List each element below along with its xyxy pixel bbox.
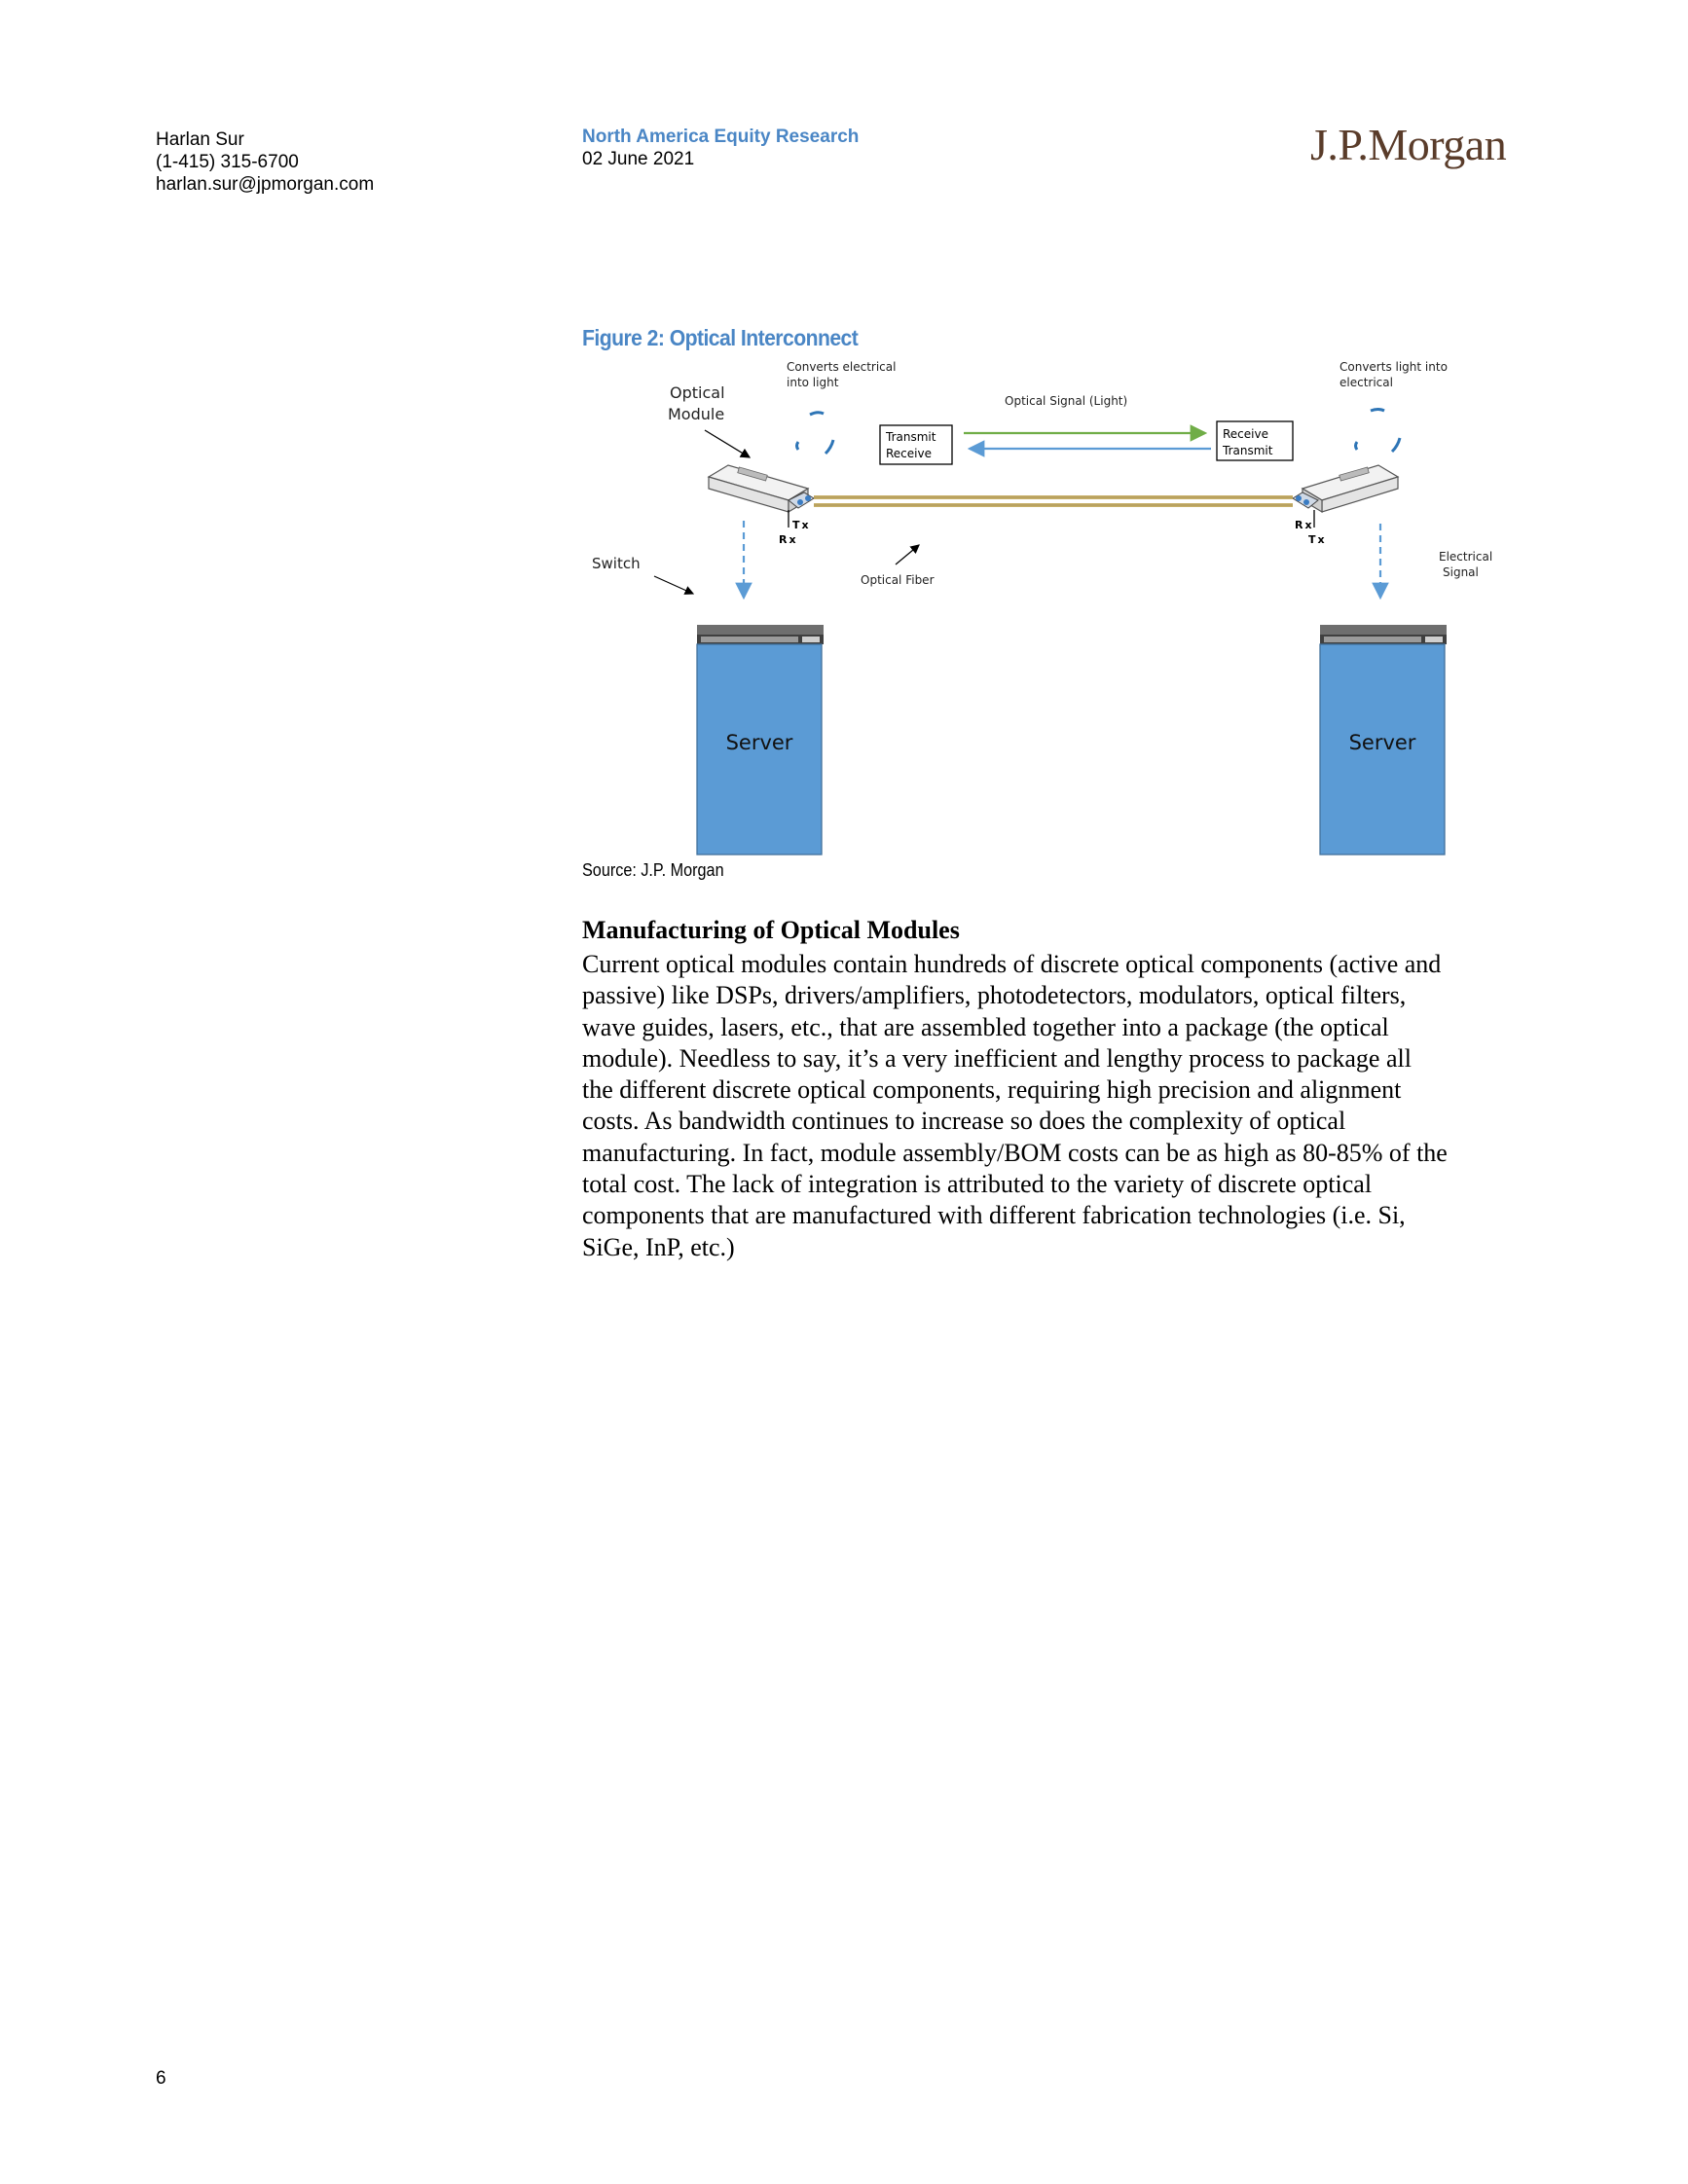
left-optical-module bbox=[709, 465, 814, 512]
body-line: total cost. The lack of integration is attributed to the variety of discrete optical bbox=[582, 1170, 1373, 1199]
figure-source: Source: J.P. Morgan bbox=[582, 860, 724, 880]
right-box-transmit: Transmit bbox=[1223, 444, 1273, 457]
conversion-cycle-icon-left bbox=[797, 413, 834, 454]
right-server-label: Server bbox=[1348, 731, 1416, 754]
body-line: module). Needless to say, it’s a very inefficient and lengthy process to package all bbox=[582, 1043, 1412, 1073]
department-label: North America Equity Research bbox=[582, 127, 860, 147]
right-rx-label: Rx bbox=[1295, 519, 1314, 531]
optical-module-label-2: Module bbox=[668, 405, 725, 423]
left-box-transmit: Transmit bbox=[886, 430, 936, 444]
switch-pointer bbox=[654, 576, 693, 594]
body-line: Current optical modules contain hundreds of discrete optical components (active and bbox=[582, 950, 1442, 978]
section-body bbox=[582, 949, 1546, 1263]
converts-light-label-1: Converts light into bbox=[1339, 360, 1448, 374]
author-phone: (1-415) 315-6700 bbox=[156, 152, 299, 172]
body-line: manufacturing. In fact, module assembly/BOM costs can be as high as 80-85% of the bbox=[582, 1138, 1448, 1167]
optical-module-label-1: Optical bbox=[670, 383, 725, 402]
report-date: 02 June 2021 bbox=[582, 149, 695, 169]
author-block bbox=[156, 128, 374, 196]
right-optical-module bbox=[1293, 465, 1398, 512]
converts-electrical-label-2: into light bbox=[787, 376, 839, 389]
optical-fiber-cable bbox=[814, 497, 1293, 505]
electrical-signal-label-2: Signal bbox=[1443, 565, 1479, 579]
body-line: passive) like DSPs, drivers/amplifiers, photodetectors, modulators, optical filters, bbox=[582, 981, 1407, 1010]
body-line: wave guides, lasers, etc., that are assembled together into a package (the optical bbox=[582, 1012, 1389, 1041]
body-line: costs. As bandwidth continues to increase so does the complexity of optical bbox=[582, 1107, 1346, 1136]
optical-fiber-label: Optical Fiber bbox=[861, 573, 935, 587]
left-tx-label: Tx bbox=[792, 519, 811, 531]
jpmorgan-logo: J.P.Morgan bbox=[1310, 120, 1507, 169]
left-server-label: Server bbox=[725, 731, 793, 754]
switch-label: Switch bbox=[592, 555, 641, 572]
body-line: SiGe, InP, etc.) bbox=[582, 1232, 735, 1261]
body-line: the different discrete optical components, requiring high precision and alignment bbox=[582, 1075, 1402, 1105]
page-number: 6 bbox=[156, 2068, 166, 2089]
converts-light-label-2: electrical bbox=[1339, 376, 1393, 389]
optical-interconnect-diagram bbox=[582, 360, 1517, 856]
left-box-receive: Receive bbox=[886, 447, 932, 460]
left-rx-label: Rx bbox=[779, 533, 798, 546]
figure-title: Figure 2: Optical Interconnect bbox=[582, 325, 859, 350]
optical-fiber-pointer bbox=[896, 545, 919, 564]
author-name: Harlan Sur bbox=[156, 129, 244, 150]
research-block bbox=[582, 126, 859, 170]
right-switch bbox=[1320, 625, 1447, 644]
conversion-cycle-icon-right bbox=[1356, 410, 1401, 453]
author-email[interactable]: harlan.sur@jpmorgan.com bbox=[156, 174, 375, 195]
right-box-receive: Receive bbox=[1223, 427, 1268, 441]
converts-electrical-label-1: Converts electrical bbox=[787, 360, 897, 374]
optical-signal-label: Optical Signal (Light) bbox=[1005, 394, 1128, 408]
body-line: components that are manufactured with different fabrication technologies (i.e. Si, bbox=[582, 1201, 1406, 1230]
section-heading: Manufacturing of Optical Modules bbox=[582, 916, 960, 944]
right-tx-label: Tx bbox=[1308, 533, 1327, 546]
optical-module-pointer bbox=[705, 430, 750, 457]
left-switch bbox=[697, 625, 824, 644]
electrical-signal-label-1: Electrical bbox=[1439, 550, 1493, 564]
